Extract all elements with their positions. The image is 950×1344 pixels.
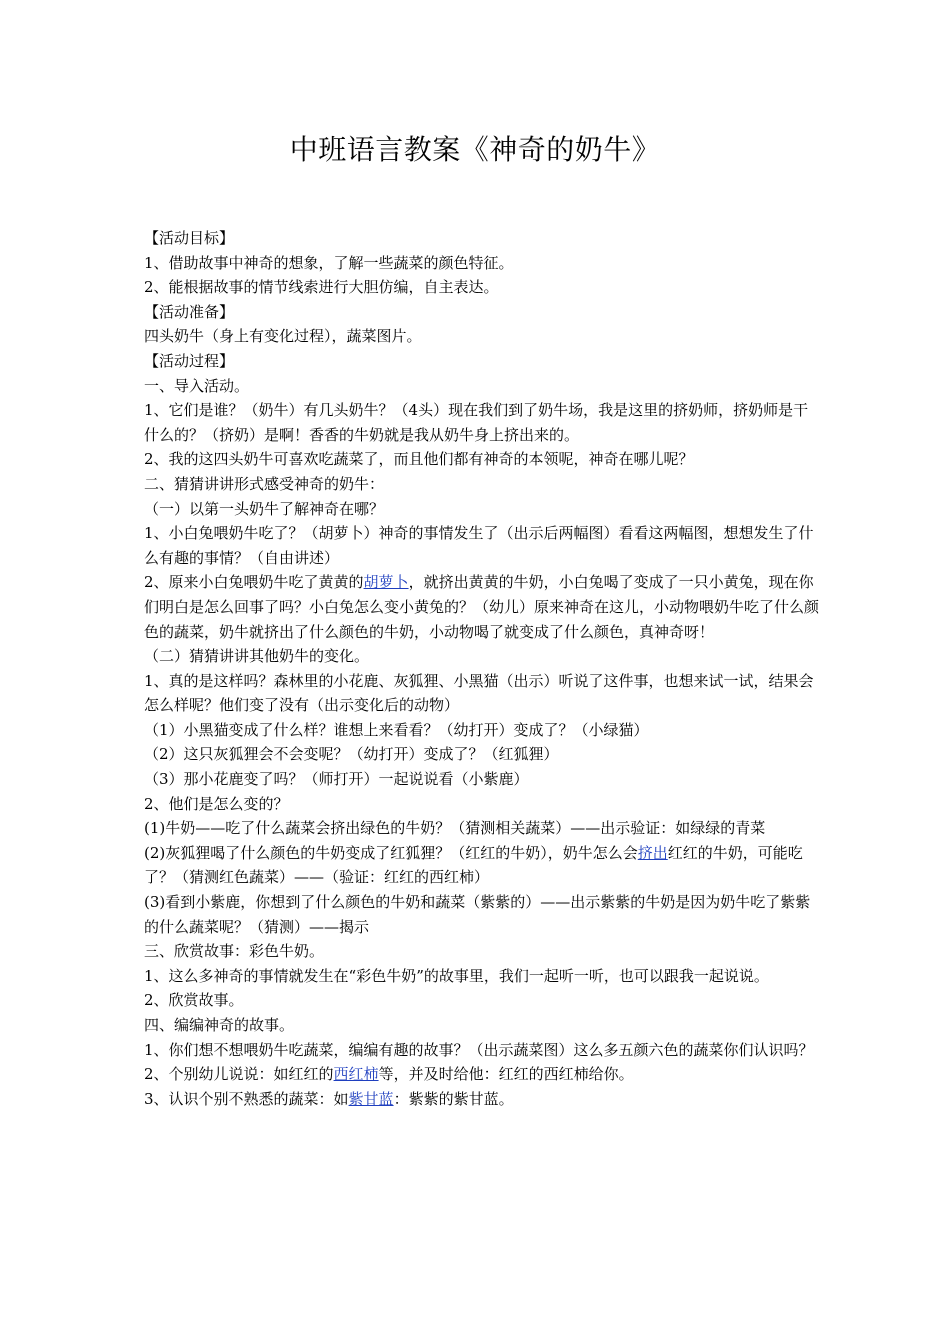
document-body xyxy=(144,226,820,1111)
paragraph: （2）这只灰狐狸会不会变呢？（幼打开）变成了？（红狐狸） xyxy=(144,745,559,764)
paragraph: 2、能根据故事的情节线索进行大胆仿编，自主表达。 xyxy=(144,278,499,297)
paragraph-text-before: 2、原来小白兔喂奶牛吃了黄黄的 xyxy=(144,573,364,592)
page-title: 中班语言教案《神奇的奶牛》 xyxy=(289,133,661,166)
paragraph: 四、编编神奇的故事。 xyxy=(144,1016,295,1034)
paragraph-text-before: (2)灰狐狸喝了什么颜色的牛奶变成了红狐狸？（红红的牛奶），奶牛怎么会 xyxy=(144,843,638,862)
paragraph: 【活动目标】 xyxy=(144,229,235,247)
paragraph: 2、我的这四头奶牛可喜欢吃蔬菜了，而且他们都有神奇的本领呢，神奇在哪儿呢？ xyxy=(144,450,694,469)
paragraph-text-after: ，就挤出黄黄的牛奶，小白兔喝了变成了一只小黄兔，现在你们明白是怎么回事了吗？小白兔怎么变小黄兔的？（幼儿）原来神奇在这儿，小动物喂奶牛吃了什么颜色的蔬菜，奶牛就挤出了什么颜色的牛奶，小动物喝了就变成了什么颜色，真神奇呀！ xyxy=(144,573,820,641)
paragraph: 【活动过程】 xyxy=(144,351,235,370)
paragraph: 1、这么多神奇的事情就发生在“彩色牛奶”的故事里，我们一起听一听，也可以跟我一起说说。 xyxy=(144,966,769,985)
paragraph xyxy=(144,570,820,644)
paragraph: （二）猜猜讲讲其他奶牛的变化。 xyxy=(144,647,370,666)
paragraph-text-before: 3、认识个别不熟悉的蔬菜：如 xyxy=(144,1089,349,1108)
paragraph: 1、借助故事中神奇的想象，了解一些蔬菜的颜色特征。 xyxy=(144,253,514,272)
paragraph-text-after: ：紫紫的紫甘蓝。 xyxy=(393,1089,514,1108)
paragraph: （一）以第一头奶牛了解神奇在哪？ xyxy=(144,499,385,518)
paragraph: (1)牛奶——吃了什么蔬菜会挤出绿色的牛奶？（猜测相关蔬菜）——出示验证：如绿绿的青菜 xyxy=(144,819,766,838)
paragraph: 一、导入活动。 xyxy=(144,376,250,395)
paragraph-text-before: 2、个别幼儿说说：如红红的 xyxy=(144,1065,334,1084)
inline-link[interactable]: 西红柿 xyxy=(333,1065,379,1084)
paragraph: (3)看到小紫鹿，你想到了什么颜色的牛奶和蔬菜（紫紫的）——出示紫紫的牛奶是因为奶牛吃了紫紫的什么蔬菜呢？（猜测）——揭示 xyxy=(144,893,811,936)
paragraph: 1、真的是这样吗？森林里的小花鹿、灰狐狸、小黑猫（出示）听说了这件事，也想来试一试，结果会怎么样呢？他们变了没有（出示变化后的动物） xyxy=(144,671,814,715)
paragraph: 1、你们想不想喂奶牛吃蔬菜，编编有趣的故事？（出示蔬菜图）这么多五颜六色的蔬菜你们认识吗？ xyxy=(144,1040,814,1059)
paragraph-text-after: 红红的牛奶，可能吃了？（猜测红色蔬菜）——（验证：红红的西红柿） xyxy=(144,843,803,887)
paragraph: （3）那小花鹿变了吗？（师打开）一起说说看（小紫鹿） xyxy=(144,770,529,789)
inline-link[interactable]: 胡萝卜 xyxy=(363,573,409,592)
paragraph: 二、猜猜讲讲形式感受神奇的奶牛： xyxy=(144,474,385,493)
paragraph: （1）小黑猫变成了什么样？谁想上来看看？（幼打开）变成了？（小绿猫） xyxy=(144,720,649,739)
paragraph-text-after: 等，并及时给他：红红的西红柿给你。 xyxy=(378,1065,634,1084)
inline-link[interactable]: 挤出 xyxy=(637,843,668,862)
paragraph xyxy=(144,1062,820,1087)
paragraph: 2、他们是怎么变的？ xyxy=(144,794,289,813)
inline-link[interactable]: 紫甘蓝 xyxy=(348,1089,394,1108)
paragraph: 1、它们是谁？（奶牛）有几头奶牛？（4头）现在我们到了奶牛场，我是这里的挤奶师，挤奶师是干什么的？（挤奶）是啊！香香的牛奶就是我从奶牛身上挤出来的。 xyxy=(144,401,809,444)
paragraph: 【活动准备】 xyxy=(144,302,235,321)
paragraph xyxy=(144,1087,820,1112)
paragraph: 1、小白兔喂奶牛吃了？（胡萝卜）神奇的事情发生了（出示后两幅图）看看这两幅图，想想发生了什么有趣的事情？（自由讲述） xyxy=(144,524,814,567)
paragraph: 三、欣赏故事：彩色牛奶。 xyxy=(144,942,325,961)
paragraph xyxy=(144,841,820,890)
paragraph: 四头奶牛（身上有变化过程），蔬菜图片。 xyxy=(144,327,422,346)
paragraph: 2、欣赏故事。 xyxy=(144,991,244,1010)
